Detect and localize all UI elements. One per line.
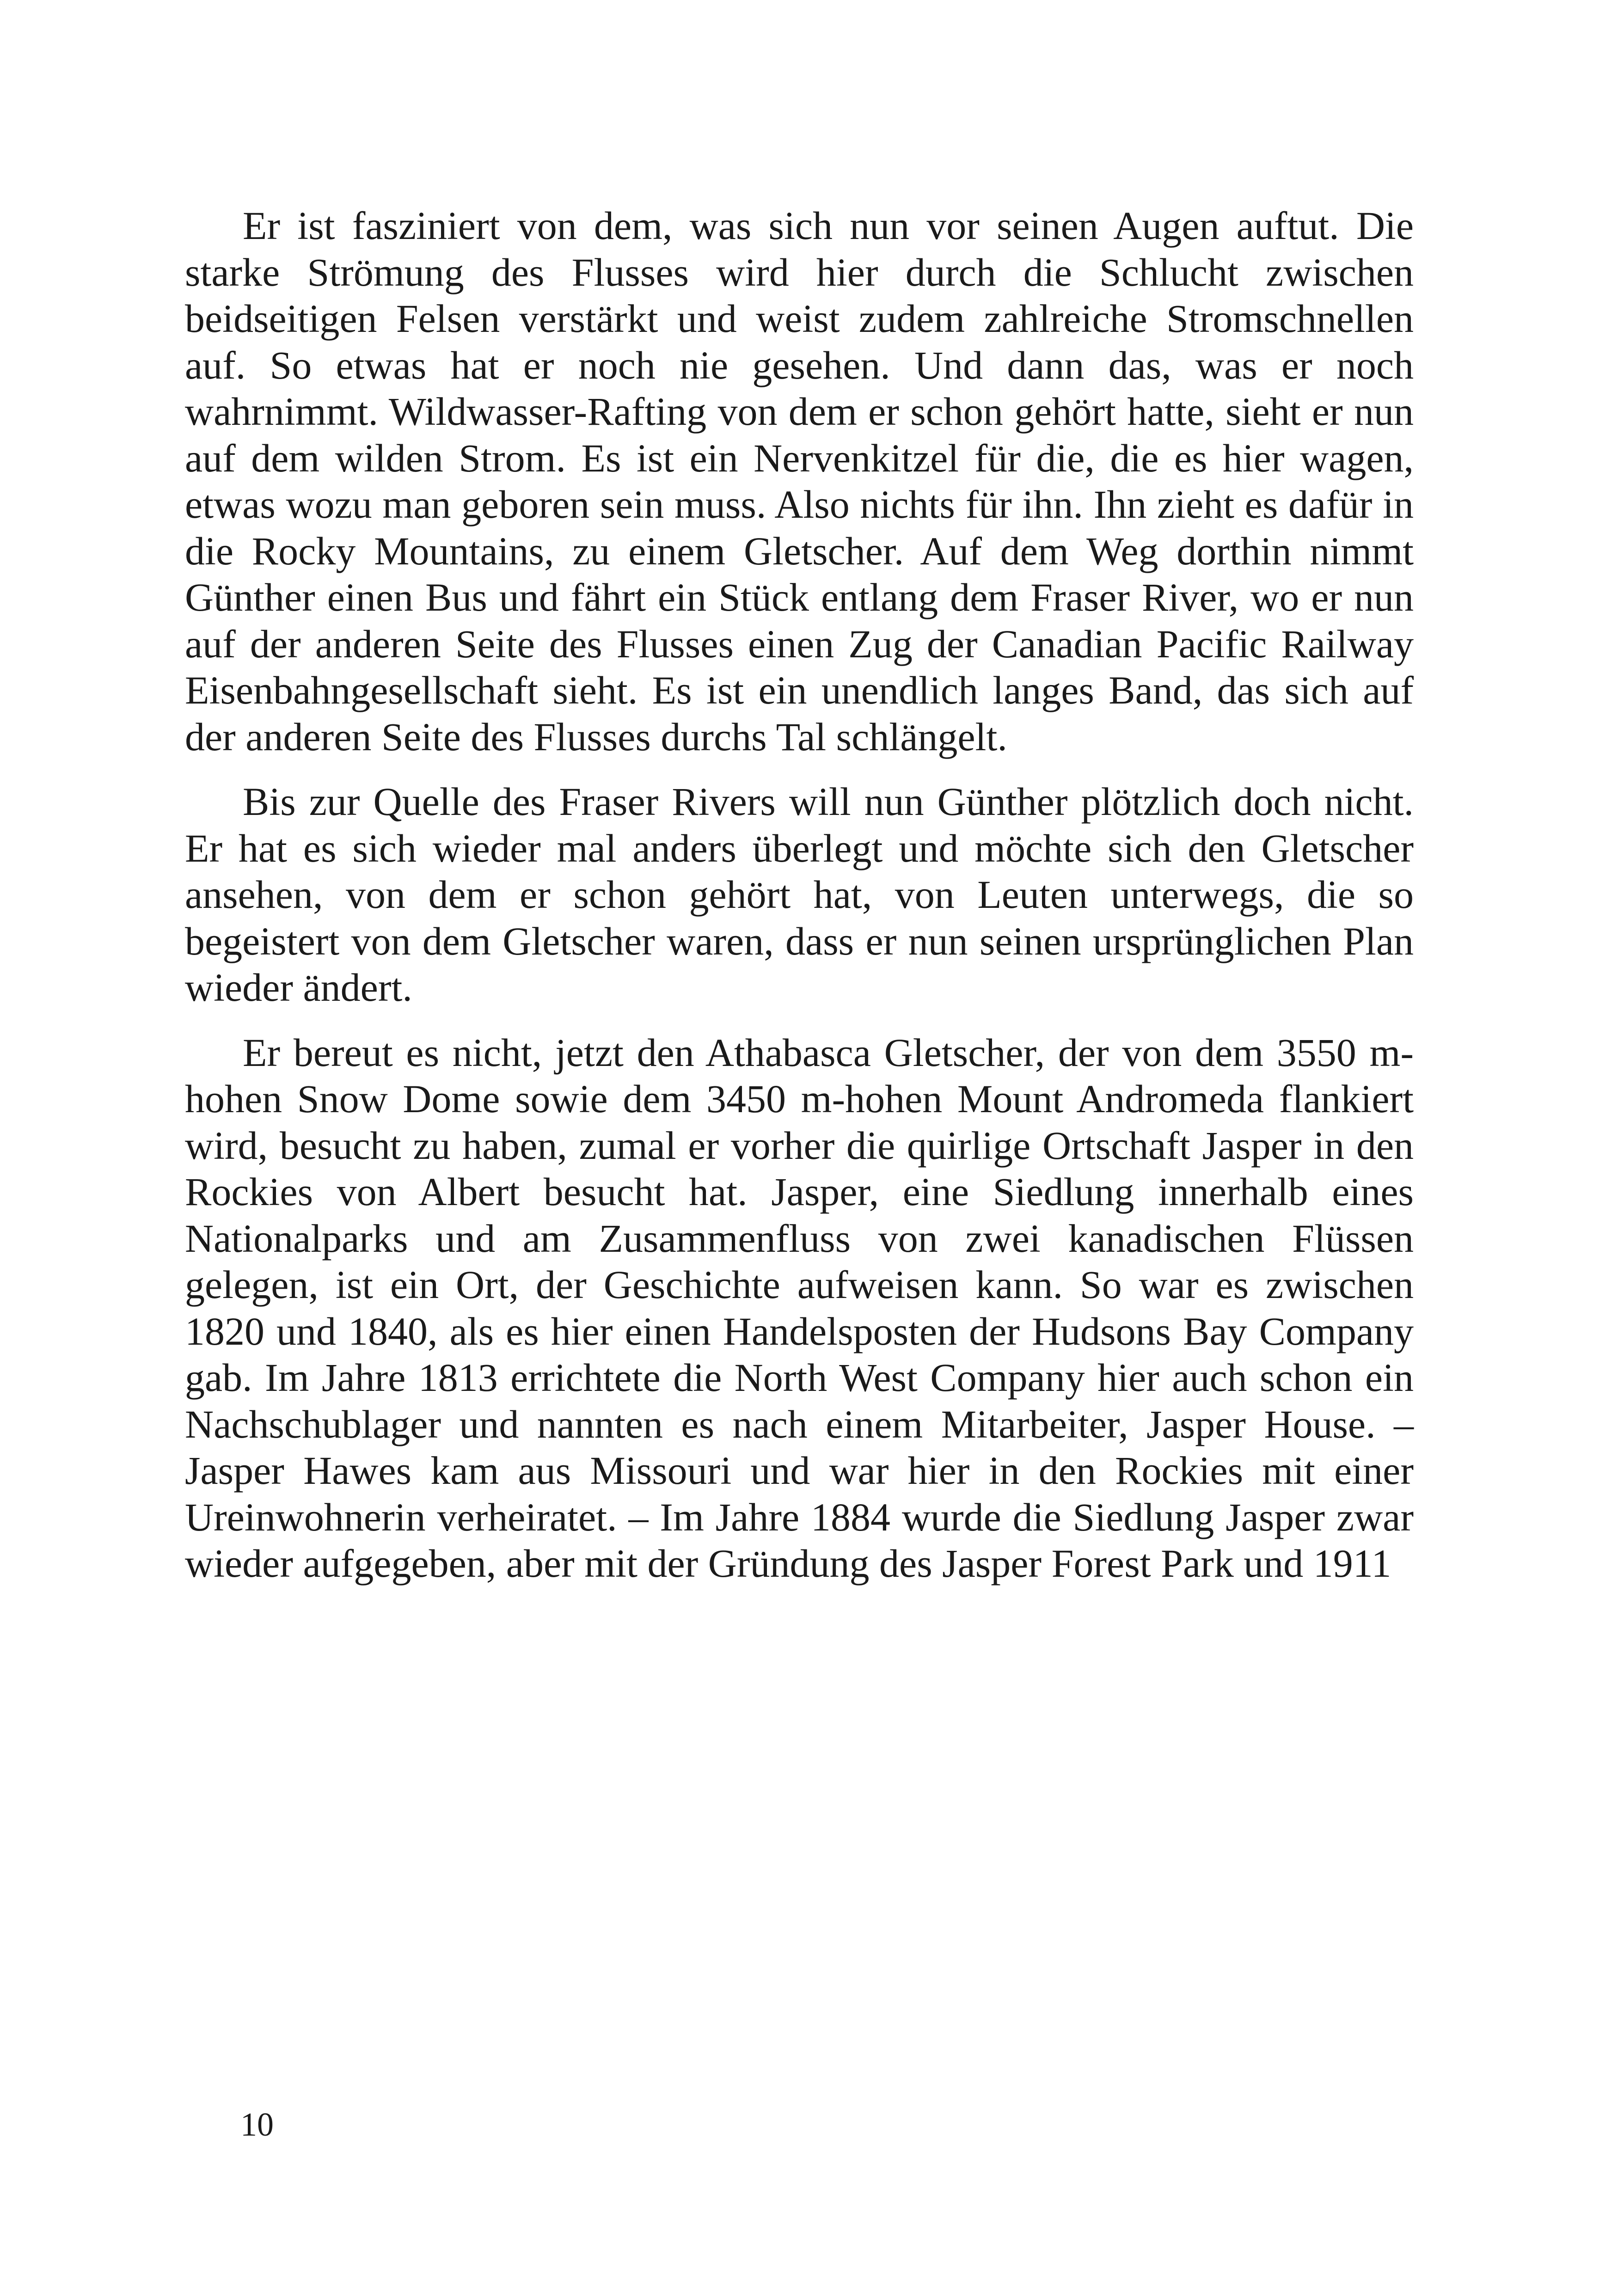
paragraph-3: Er bereut es nicht, jetzt den Athabasca Gletscher, der von dem 3550 m-hohen Snow Dome sowie dem 3450 m-hohen Mount Andromeda flankiert wird, besucht zu haben, zumal er vorher die quirlige Ortschaft Jasper in den Rockies von Albert besucht hat. Jasper, eine Siedlung innerhalb eines Nationalparks und am Zusammenfluss von zwei kanadischen Flüssen gelegen, ist ein Ort, der Geschichte aufweisen kann. So war es zwischen 1820 und 1840, als es hier einen Handelsposten der Hudsons Bay Company gab. Im Jahre 1813 errichtete die North West Company hier auch schon ein Nachschublager und nannten es nach einem Mitarbeiter, Jasper House. – Jasper Hawes kam aus Missouri und war hier in den Rockies mit einer Ureinwohnerin verheiratet. – Im Jahre 1884 wurde die Siedlung Jasper zwar wieder aufgegeben, aber mit der Gründung des Jasper Forest Park und 1911 [185,1030,1414,1586]
paragraph-2: Bis zur Quelle des Fraser Rivers will nun Günther plötzlich doch nicht. Er hat es sich wieder mal anders überlegt und möchte sich den Gletscher ansehen, von dem er schon gehört hat, von Leuten unterwegs, die so begeistert von dem Gletscher waren, dass er nun seinen ursprünglichen Plan wieder ändert. [185,779,1414,1010]
paragraph-1: Er ist fasziniert von dem, was sich nun vor seinen Augen auftut. Die starke Strömung des Flusses wird hier durch die Schlucht zwischen beidseitigen Felsen verstärkt und weist zudem zahlreiche Stromschnellen auf. So etwas hat er noch nie gesehen. Und dann das, was er noch wahrnimmt. Wildwasser-Rafting von dem er schon gehört hatte, sieht er nun auf dem wilden Strom. Es ist ein Nervenkitzel für die, die es hier wagen, etwas wozu man geboren sein muss. Also nichts für ihn. Ihn zieht es dafür in die Rocky Mountains, zu einem Gletscher. Auf dem Weg dorthin nimmt Günther einen Bus und fährt ein Stück entlang dem Fraser River, wo er nun auf der anderen Seite des Flusses einen Zug der Canadian Pacific Railway Eisenbahngesellschaft sieht. Es ist ein unendlich langes Band, das sich auf der anderen Seite des Flusses durchs Tal schlängelt. [185,203,1414,759]
page-number: 10 [240,2106,274,2143]
body-text [185,202,1414,1587]
